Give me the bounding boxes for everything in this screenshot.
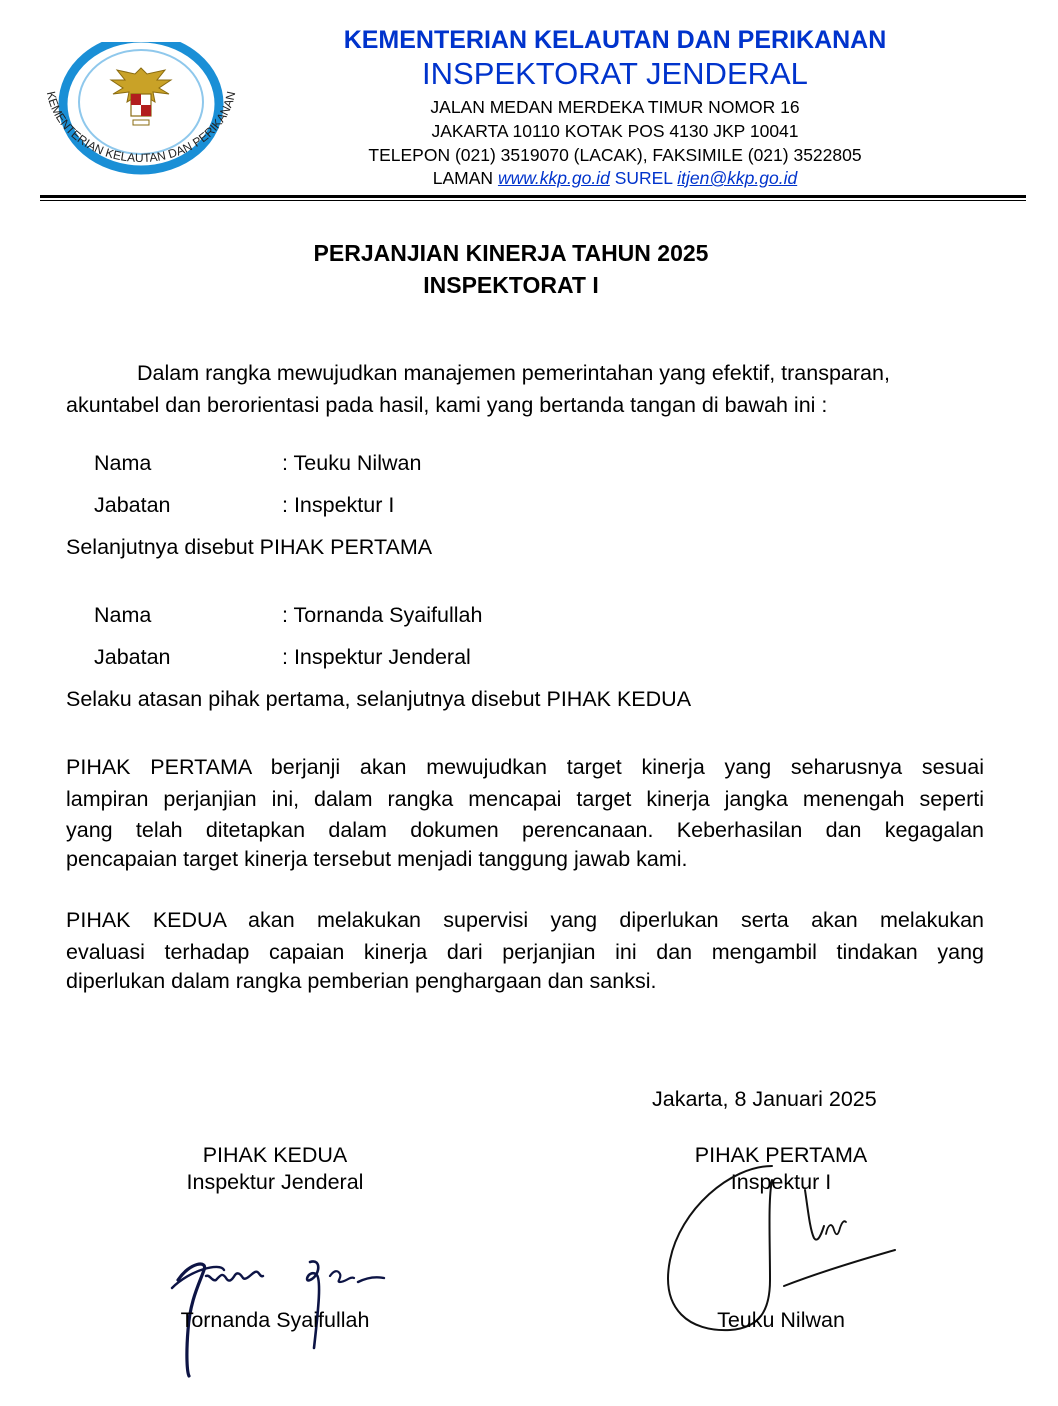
contact-line: [270, 166, 960, 190]
web-label: LAMAN: [432, 168, 494, 188]
party-2-position-label: Jabatan: [94, 645, 171, 669]
first-party-role: PIHAK PERTAMA: [694, 1143, 868, 1167]
commitment-line-3: yang telah ditetapkan dalam dokumen perencanaan. Keberhasilan dan kegagalan: [66, 818, 984, 842]
email-label: SUREL: [614, 168, 673, 188]
intro-line-1: Dalam rangka mewujudkan manajemen pemerintahan yang efektif, transparan,: [137, 361, 890, 385]
address-line-1: JALAN MEDAN MERDEKA TIMUR NOMOR 16: [430, 97, 800, 117]
party-1-position-value: : Inspektur I: [282, 493, 395, 517]
unit-name: INSPEKTORAT JENDERAL: [422, 56, 808, 91]
second-party-position: Inspektur Jenderal: [186, 1170, 364, 1194]
ministry-name: KEMENTERIAN KELAUTAN DAN PERIKANAN: [343, 26, 887, 54]
party-2-name-label: Nama: [94, 603, 152, 627]
supervision-line-1: PIHAK KEDUA akan melakukan supervisi yang diperlukan serta akan melakukan: [66, 908, 984, 932]
commitment-line-2: lampiran perjanjian ini, dalam rangka mencapai target kinerja jangka menengah seperti: [66, 787, 984, 811]
commitment-line-4: pencapaian target kinerja tersebut menjadi tanggung jawab kami.: [66, 847, 688, 871]
document-title: PERJANJIAN KINERJA TAHUN 2025: [313, 240, 709, 266]
letterhead-rule-thick: [40, 195, 1026, 198]
phone-line: TELEPON (021) 3519070 (LACAK), FAKSIMILE (021) 3522805: [368, 145, 862, 165]
first-party-name: Teuku Nilwan: [717, 1308, 845, 1332]
party-1-name-value: : Teuku Nilwan: [282, 451, 422, 475]
first-party-position: Inspektur I: [730, 1170, 832, 1194]
party-1-designation: Selanjutnya disebut PIHAK PERTAMA: [66, 535, 433, 559]
intro-line-2: akuntabel dan berorientasi pada hasil, kami yang bertanda tangan di bawah ini :: [66, 393, 828, 417]
document-subtitle: INSPEKTORAT I: [423, 272, 599, 298]
party-2-name-value: : Tornanda Syaifullah: [282, 603, 483, 627]
email-link[interactable]: itjen@kkp.go.id: [677, 168, 798, 188]
party-2-position-value: : Inspektur Jenderal: [282, 645, 471, 669]
supervision-line-3: diperlukan dalam rangka pemberian penghargaan dan sanksi.: [66, 969, 657, 993]
second-party-role: PIHAK KEDUA: [202, 1143, 348, 1167]
website-link[interactable]: www.kkp.go.id: [497, 168, 610, 188]
party-1-name-label: Nama: [94, 451, 152, 475]
address-line-2: JAKARTA 10110 KOTAK POS 4130 JKP 10041: [431, 121, 799, 141]
party-2-designation: Selaku atasan pihak pertama, selanjutnya disebut PIHAK KEDUA: [66, 687, 692, 711]
place-date: Jakarta, 8 Januari 2025: [652, 1087, 877, 1111]
letterhead-rule-thin: [40, 200, 1026, 201]
supervision-line-2: evaluasi terhadap capaian kinerja dari perjanjian ini dan mengambil tindakan yang: [66, 940, 984, 964]
ministry-logo: [38, 42, 244, 196]
logo-ring-text: KEMENTERIAN KELAUTAN DAN PERIKANAN: [43, 90, 239, 166]
commitment-line-1: PIHAK PERTAMA berjanji akan mewujudkan target kinerja yang seharusnya sesuai: [66, 755, 984, 779]
party-1-position-label: Jabatan: [94, 493, 171, 517]
second-party-name: Tornanda Syaifullah: [180, 1308, 370, 1332]
